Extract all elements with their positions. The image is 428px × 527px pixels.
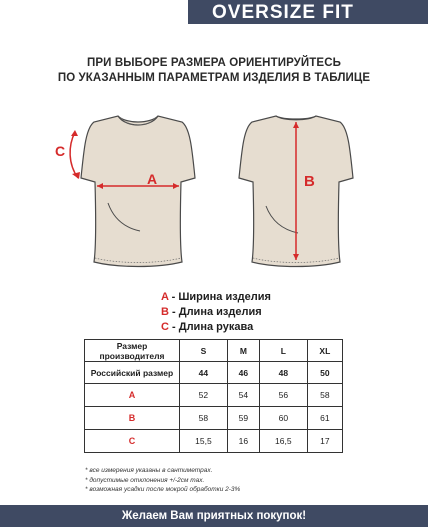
table-cell: 50 <box>307 362 342 384</box>
table-cell: 48 <box>259 362 307 384</box>
page-title: OVERSIZE FIT <box>212 2 354 23</box>
table-header-cell: S <box>180 340 228 362</box>
tshirt-measurement-diagram <box>48 108 368 278</box>
table-cell: B <box>85 407 180 430</box>
measure-c-label: C <box>55 143 66 159</box>
table-header-cell: M <box>227 340 259 362</box>
table-cell: Российский размер <box>85 362 180 384</box>
table-header-cell: Размер производителя <box>85 340 180 362</box>
table-cell: 56 <box>259 384 307 407</box>
table-cell: 59 <box>227 407 259 430</box>
legend-letter: C <box>161 321 169 333</box>
tshirt-front-body <box>81 116 195 267</box>
footnote: * все измерения указаны в сантиметрах. <box>85 467 213 474</box>
measure-c-line <box>70 132 78 178</box>
legend-item-c <box>161 320 271 335</box>
table-row <box>85 430 343 453</box>
table-cell: 61 <box>307 407 342 430</box>
table-cell: 58 <box>180 407 228 430</box>
table-cell: 17 <box>307 430 342 453</box>
legend-item-a <box>161 290 271 305</box>
table-row-russian-size <box>85 362 343 384</box>
table-cell: A <box>85 384 180 407</box>
footnotes <box>85 466 240 495</box>
table-cell: 54 <box>227 384 259 407</box>
table-cell: 16 <box>227 430 259 453</box>
table-cell: C <box>85 430 180 453</box>
measure-a-label: A <box>147 171 158 187</box>
table-header-row <box>85 340 343 362</box>
table-header-cell: XL <box>307 340 342 362</box>
table-cell: 16,5 <box>259 430 307 453</box>
table-cell: 15,5 <box>180 430 228 453</box>
tshirt-front <box>55 116 195 267</box>
table-header-cell: L <box>259 340 307 362</box>
table-cell: 58 <box>307 384 342 407</box>
measure-b-label: B <box>304 173 315 190</box>
footnote: * допустимые отклонения +/-2см max. <box>85 476 205 484</box>
table-cell: 46 <box>227 362 259 384</box>
legend-text: - Длина рукава <box>168 321 254 333</box>
legend-item-b <box>161 305 271 320</box>
instruction-line-1: ПРИ ВЫБОРЕ РАЗМЕРА ОРИЕНТИРУЙТЕСЬ <box>87 57 341 69</box>
table-cell: 44 <box>180 362 228 384</box>
table-cell: 52 <box>180 384 228 407</box>
measure-c-arrow-bottom <box>72 172 80 179</box>
legend-text: - Длина изделия <box>168 306 262 318</box>
size-table <box>84 339 343 453</box>
measure-c-arrow-top <box>71 130 78 136</box>
table-row <box>85 384 343 407</box>
footer-message: Желаем Вам приятных покупок! <box>121 510 307 522</box>
legend-text: - Ширина изделия <box>168 291 271 303</box>
instruction-line-2: ПО УКАЗАННЫМ ПАРАМЕТРАМ ИЗДЕЛИЯ В ТАБЛИЦЕ <box>57 72 371 84</box>
measurement-legend <box>161 290 271 335</box>
tshirt-back <box>239 116 353 267</box>
legend-letter: B <box>161 306 169 318</box>
table-row <box>85 407 343 430</box>
legend-letter: A <box>161 291 169 303</box>
footnote: * возможная усадки после мокрой обработки 2-3% <box>85 486 241 493</box>
table-cell: 60 <box>259 407 307 430</box>
